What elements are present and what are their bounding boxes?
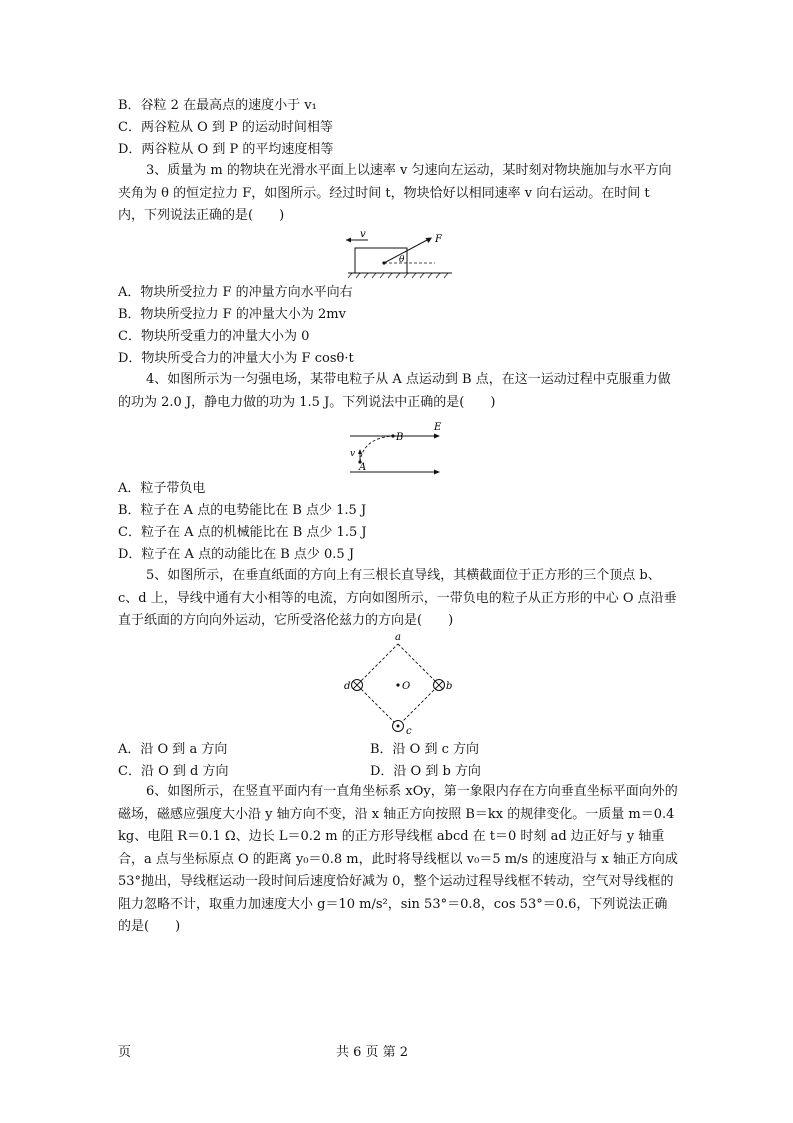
q5-wire-c-out-of-page-icon xyxy=(393,721,404,732)
q2-option-b: B．谷粒 2 在最高点的速度小于 v₁ xyxy=(118,98,317,113)
q4-option-c: C．粒子在 A 点的机械能比在 B 点少 1.5 J xyxy=(118,525,367,540)
q3-option-c: C．物块所受重力的冲量大小为 0 xyxy=(118,329,310,344)
q5-wire-b-into-page-icon xyxy=(434,680,445,691)
q4-label-v: v xyxy=(350,449,356,459)
q3-label-f: F xyxy=(435,234,442,245)
q5-option-c: C．沿 O 到 d 方向 xyxy=(118,764,229,779)
q5-option-d: D．沿 O 到 b 方向 xyxy=(370,764,481,779)
q5-option-b: B．沿 O 到 c 方向 xyxy=(370,742,480,757)
q3-ground-hatch xyxy=(348,273,448,278)
q3-force-arrow xyxy=(384,238,432,264)
q4-figure xyxy=(345,418,445,476)
q6-stem: 6、如图所示，在竖直平面内有一直角坐标系 xOy，第一象限内存在方向垂直坐标平面向外的磁场，磁感应强度大小沿 y 轴方向不变，沿 x 轴正方向按照 B＝kx 的规律变化。一质量 m＝0.4 kg、电阻 R＝0.1 Ω、边长 L＝0.2 m 的正方形导线框 abcd 在 t＝0 时刻 ad 边正好与 y 轴重合，a 点与坐标原点 O 的距离 y₀＝0.8 m，此时将导线框以 v₀＝5 m/s 的速度沿与 x 轴正方向成 53°抛出，导线框运动一段时间后速度恰好减为 0，整个运动过程导线框不转动，空气对导线框的阻力忽略不计，取重力加速度大小 g＝10 m/s²，sin 53°＝0.8，cos 53°＝0.6，下列说法正确的是( ) xyxy=(118,784,678,934)
q3-label-theta: θ xyxy=(399,255,405,265)
q5-label-c: c xyxy=(406,726,412,737)
q5-center-point xyxy=(396,683,399,686)
q5-label-d: d xyxy=(344,681,351,692)
q5-wire-d-into-page-icon xyxy=(352,680,363,691)
q4-trajectory xyxy=(360,436,393,462)
q3-label-v: v xyxy=(360,229,366,240)
q5-label-a: a xyxy=(395,632,401,643)
q2-option-d: D．两谷粒从 O 到 P 的平均速度相等 xyxy=(118,142,334,157)
q5-label-b: b xyxy=(446,681,453,692)
q5-stem: 5、如图所示，在垂直纸面的方向上有三根长直导线，其横截面位于正方形的三个顶点 b、c、d 上，导线中通有大小相等的电流，方向如图所示，一带负电的粒子从正方形的中心 O 点沿垂直于纸面的方向向外运动，它所受洛伦兹力的方向是( ) xyxy=(118,568,677,628)
q3-option-a: A．物块所受拉力 F 的冲量方向水平向右 xyxy=(118,285,353,300)
footer-page-number: 共 6 页 第 2 xyxy=(336,1045,409,1060)
q3-option-d: D．物块所受合力的冲量大小为 F cosθ·t xyxy=(118,351,354,366)
q4-label-a: A xyxy=(359,462,367,473)
q4-option-d: D．粒子在 A 点的动能比在 B 点少 0.5 J xyxy=(118,547,355,562)
q5-label-o: O xyxy=(402,681,411,692)
q4-stem: 4、如图所示为一匀强电场，某带电粒子从 A 点运动到 B 点，在这一运动过程中克服重力做的功为 2.0 J，静电力做的功为 1.5 J。下列说法中正确的是( ) xyxy=(118,372,671,410)
q3-option-b: B．物块所受拉力 F 的冲量大小为 2mv xyxy=(118,307,346,322)
q4-option-a: A．粒子带负电 xyxy=(118,481,206,496)
q4-label-e: E xyxy=(434,422,442,433)
q4-label-b: B xyxy=(396,432,404,443)
q4-point-b xyxy=(391,434,394,437)
q3-stem: 3、质量为 m 的物块在光滑水平面上以速率 v 匀速向左运动，某时刻对物块施加与水平方向夹角为 θ 的恒定拉力 F，如图所示。经过时间 t，物块恰好以相同速率 v 向右运动。在时间 t 内，下列说法正确的是( ) xyxy=(118,163,672,223)
q2-option-c: C．两谷粒从 O 到 P 的运动时间相等 xyxy=(118,120,333,135)
footer-left: 页 xyxy=(118,1045,132,1060)
q3-figure xyxy=(340,228,455,283)
q5-option-a: A．沿 O 到 a 方向 xyxy=(118,742,228,757)
q5-figure xyxy=(338,630,468,738)
q4-option-b: B．粒子在 A 点的电势能比在 B 点少 1.5 J xyxy=(118,503,367,518)
q4-field-line-top xyxy=(350,434,440,439)
